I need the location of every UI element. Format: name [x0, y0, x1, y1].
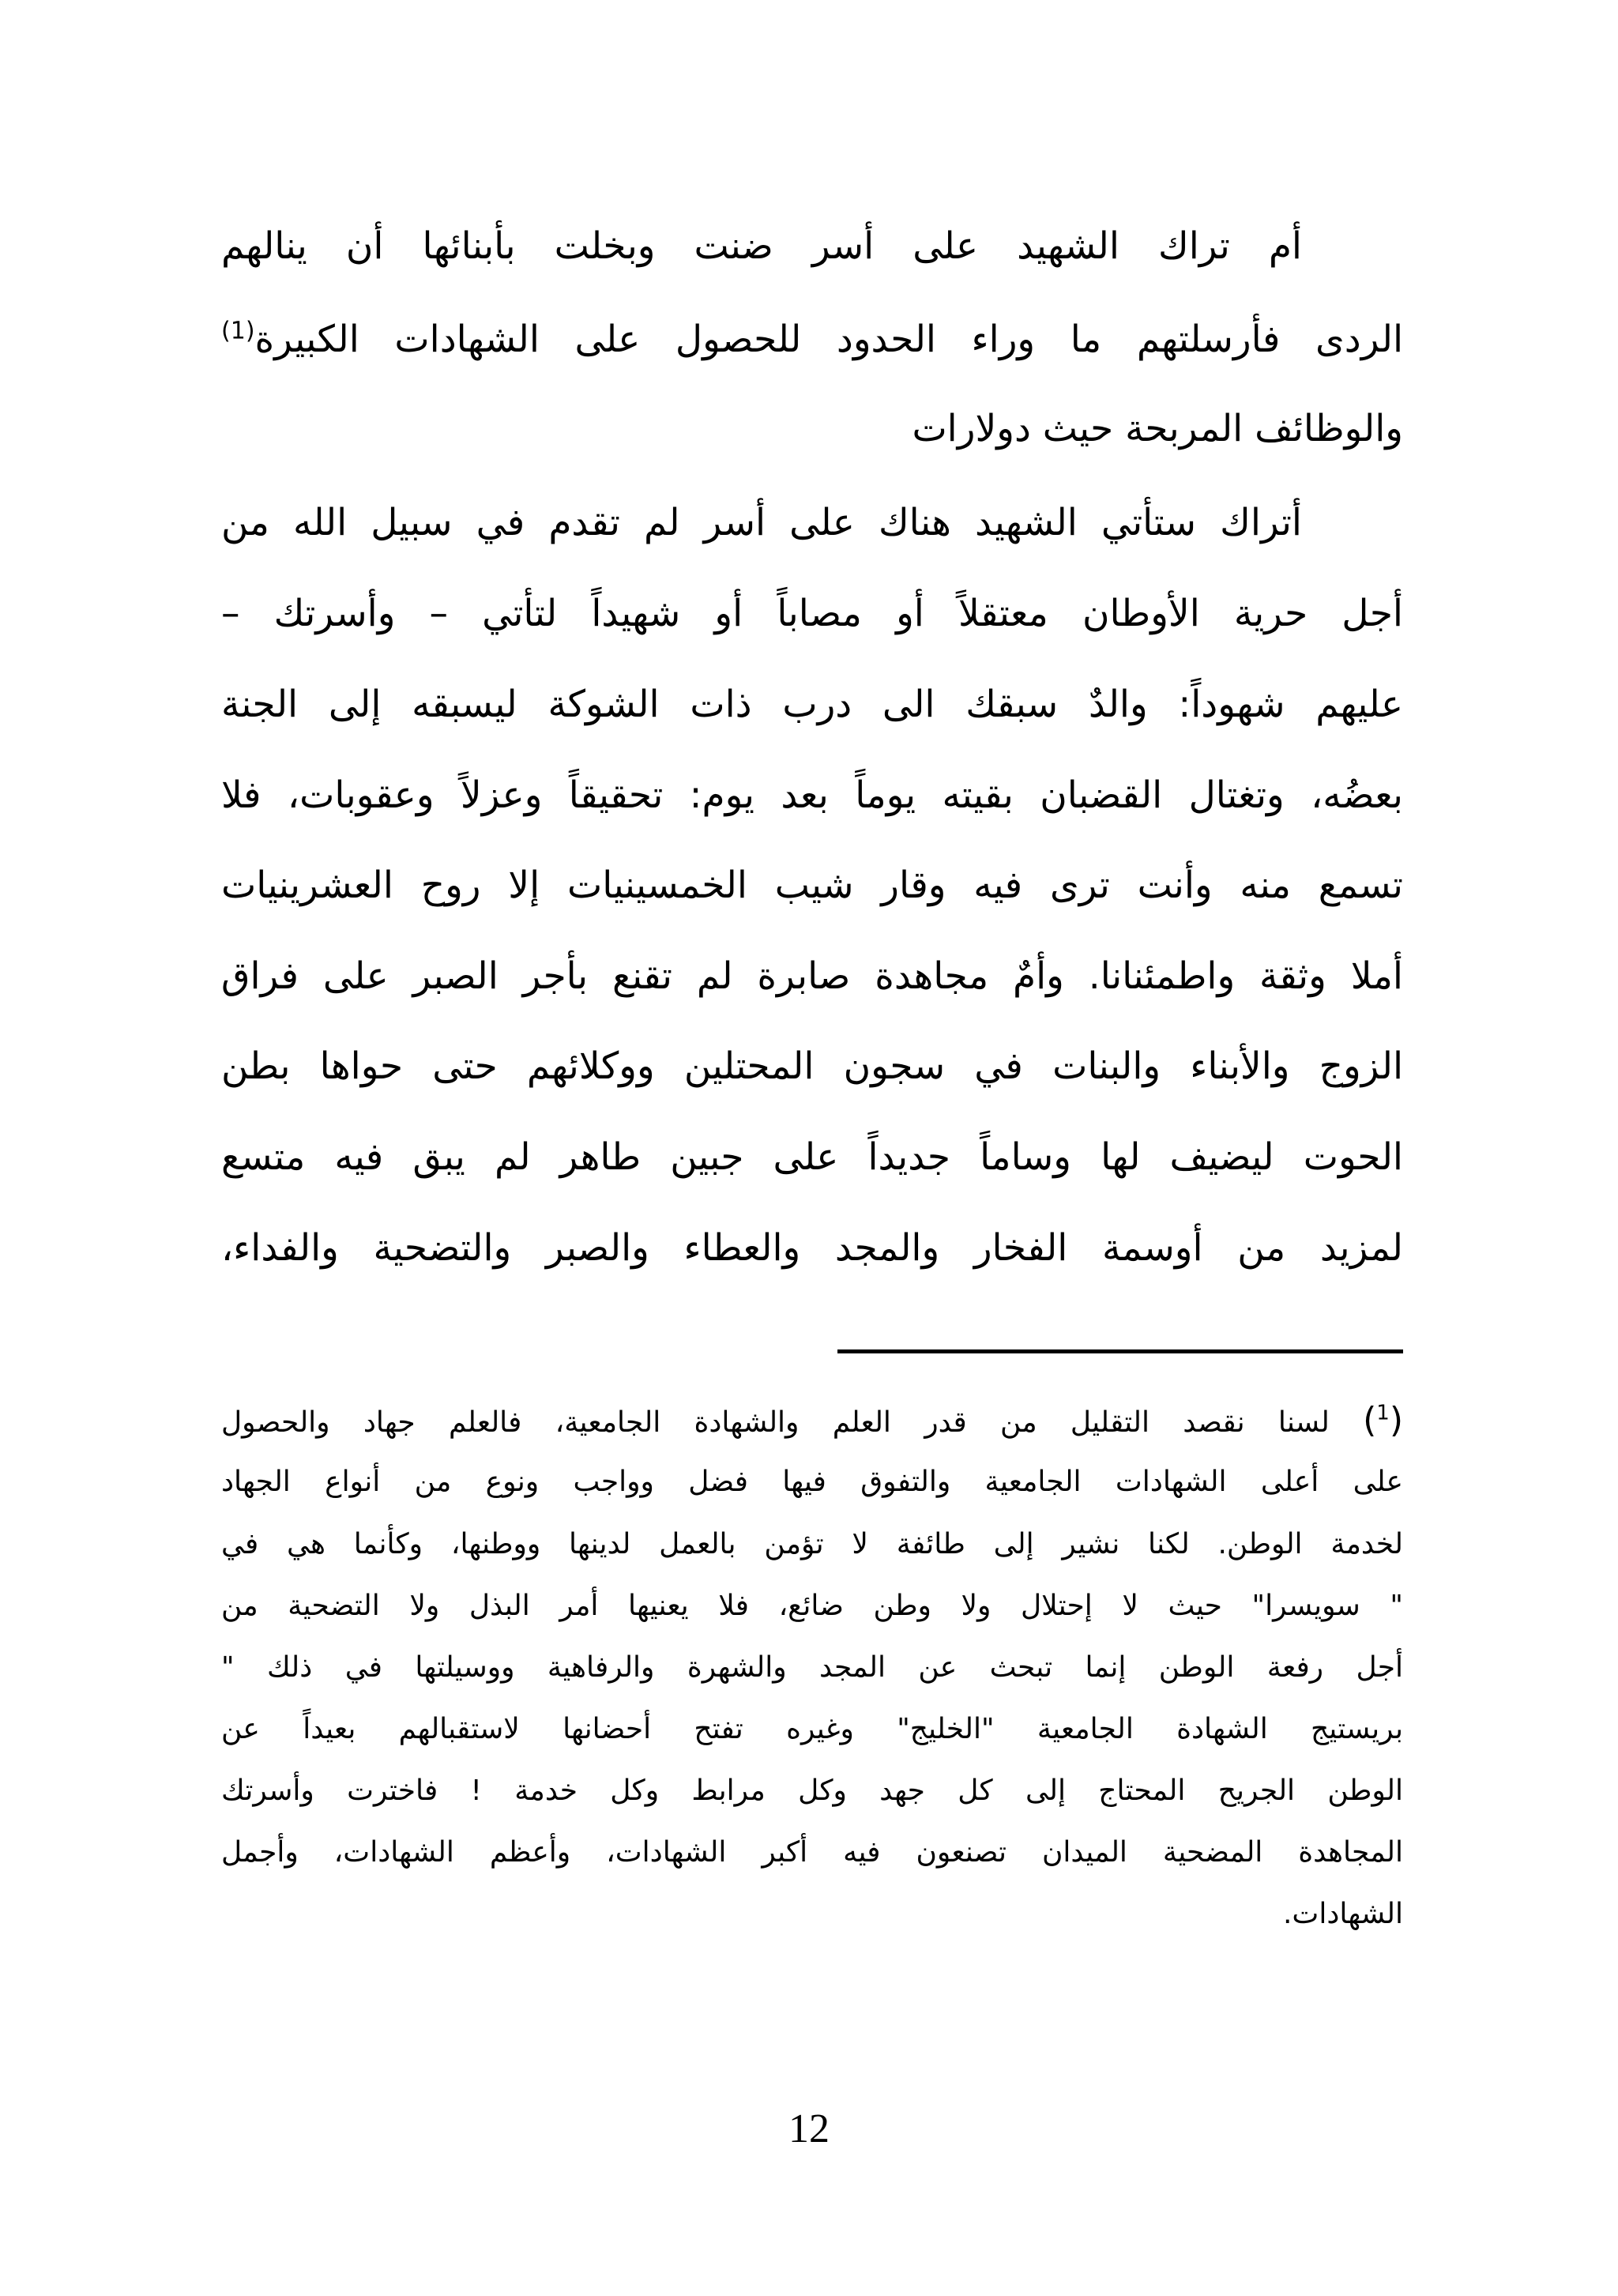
footnote-first-line: لسنا نقصد التقليل من قدر العلم والشهادة الجامعية، فالعلم جهاد والحصول — [221, 1406, 1330, 1439]
main-line-7: بعضُه، وتغتال القضبان بقيته يوماً بعد يوم: تحقيقاً وعزلاً وعقوبات، فلا — [221, 773, 1403, 817]
footnote-marker — [1363, 1400, 1403, 1440]
main-line-5: أجل حرية الأوطان معتقلاً أو مصاباً أو شهيداً لتأتي – وأسرتك – — [221, 592, 1403, 635]
footnote-line-2: على أعلى الشهادات الجامعية والتفوق فيها فضل وواجب ونوع من أنواع الجهاد — [221, 1466, 1403, 1498]
footnote-line-5: أجل رفعة الوطن إنما تبحث عن المجد والشهرة والرفاهية ووسيلتها في ذلك " — [221, 1651, 1403, 1684]
main-line-3: والوظائف المربحة حيث دولارات — [912, 407, 1403, 450]
footnote-line-1 — [221, 1400, 1403, 1441]
main-line-8: تسمع منه وأنت ترى فيه وقار شيب الخمسينيات إلا روح العشرينيات — [221, 864, 1403, 907]
main-line-12: لمزيد من أوسمة الفخار والمجد والعطاء والصبر والتضحية والفداء، — [221, 1226, 1403, 1270]
footnote-line-4: " سويسرا" حيث لا إحتلال ولا وطن ضائع، فلا يعنيها أمر البذل ولا التضحية من — [221, 1590, 1403, 1622]
main-line-4: أتراك ستأتي الشهيد هناك على أسر لم تقدم في سبيل الله من — [221, 501, 1302, 544]
footnote-line-9: الشهادات. — [1282, 1898, 1403, 1930]
main-line-11: الحوت ليضيف لها وساماً جديداً على جبين طاهر لم يبق فيه متسع — [221, 1135, 1403, 1179]
footnote-divider — [837, 1349, 1403, 1353]
footnote-marker-open: ( — [1389, 1400, 1403, 1440]
footnote-reference: (1) — [221, 317, 255, 345]
footnote-marker-close: ) — [1363, 1400, 1377, 1440]
footnote-marker-number: 1 — [1376, 1401, 1390, 1425]
main-line-2-text: الردى فأرسلتهم ما وراء الحدود للحصول على الشهادات الكبيرة — [254, 318, 1403, 361]
footnote-line-3: لخدمة الوطن. لكنا نشير إلى طائفة لا تؤمن بالعمل لدينها ووطنها، وكأنما هي في — [221, 1528, 1403, 1560]
main-line-1: أم تراك الشهيد على أسر ضنت وبخلت بأبنائها أن ينالهم — [221, 224, 1302, 268]
footnote-line-8: المجاهدة المضحية الميدان تصنعون فيه أكبر الشهادات، وأعظم الشهادات، وأجمل — [221, 1836, 1403, 1869]
footnote-line-6: بريستيج الشهادة الجامعية "الخليج" وغيره تفتح أحضانها لاستقبالهم بعيداً عن — [221, 1713, 1403, 1745]
main-line-6: عليهم شهوداً: والدٌ سبقك الى درب ذات الشوكة ليسبقه إلى الجنة — [221, 683, 1403, 726]
footnote-line-7: الوطن الجريح المحتاج إلى كل جهد وكل مرابط وكل خدمة ! فاخترت وأسرتك — [221, 1775, 1403, 1807]
page-number: 12 — [788, 2106, 830, 2151]
main-line-9: أملا وثقة واطمئنانا. وأمٌ مجاهدة صابرة لم تقنع بأجر الصبر على فراق — [221, 954, 1403, 998]
main-line-2 — [221, 317, 1403, 368]
main-line-10: الزوج والأبناء والبنات في سجون المحتلين ووكلائهم حتى حواها بطن — [221, 1044, 1403, 1088]
